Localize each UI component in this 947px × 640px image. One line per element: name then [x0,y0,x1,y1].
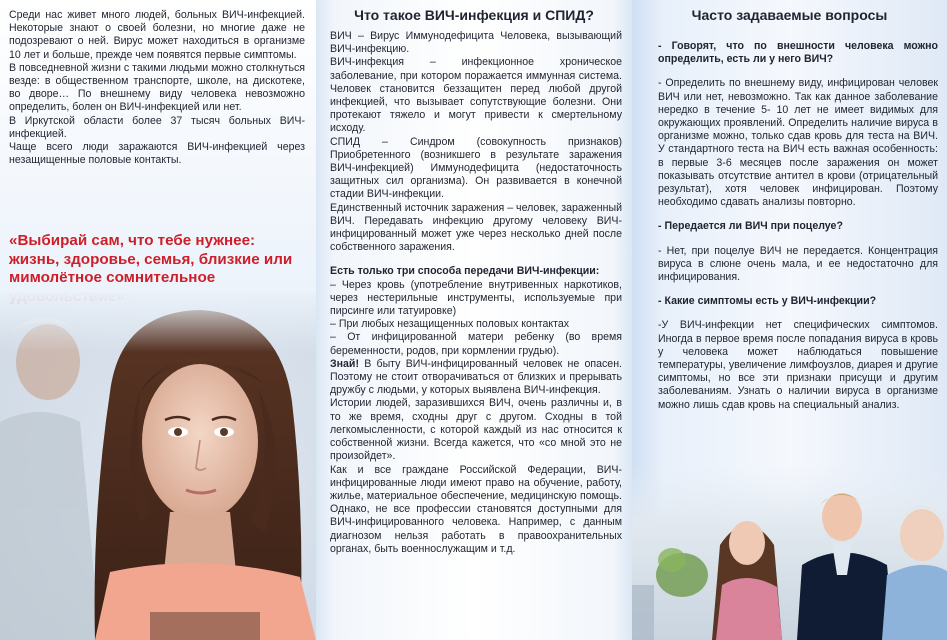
transmission-title: Есть только три способа передачи ВИЧ-инфекции: [330,265,600,278]
girl-photo [0,292,316,640]
slogan-quote: «Выбирай сам, что тебе нужнее: жизнь, здоровье, семья, близкие или мимолётное сомнительное [9,232,293,286]
middle-panel [316,0,632,640]
stories-paragraph: Истории людей, заразившихся ВИЧ, очень различны и, в то же время, сходны друг с другом. Сходны в той легкомысленности, с которой каждый из нас относится к собственной жизни. Всегда кажется, что «со мной это не произойдет». [330,397,622,463]
know-text: В быту ВИЧ-инфицированный человек не опасен. Поэтому не стоит отворачиваться от близких и прерывать дружбу с людьми, у которых выявлена ВИЧ-инфекция. [330,357,622,397]
intro-paragraph: В повседневной жизни с такими людьми можно столкнуться везде: в общественном транспорте, школе, на дискотеке, во дворе… По внешнему виду человека невозможно определить, болен он ВИЧ-инфекцией или нет. [9,61,306,114]
faq-answer: - Определить по внешнему виду, инфицирован человек ВИЧ или нет, невозможно. Так как данное заболевание нередко в течение 5- 10 лет не имеет видимых для окружающих проявлений. Определить наличие вируса в организме можно, только сдав кровь для теста на ВИЧ. У стандартного теста на ВИЧ есть важная особенность: в первые 3-6 месяцев после заражения он может показывать отсутствие антител в крови (отрицательный результат), хотя человек инфицирован. Поэтому необходимо сдавать анализы повторно. [658,77,938,209]
faq-answer: -У ВИЧ-инфекции нет специфических симптомов. Иногда в первое время после попадания вируса в кровь у человека может наблюдаться повышение температуры, увеличение лимфоузлов, диарея и другие симптомы, но все эти признаки присущи и другим заболеваниям. Узнать о наличии вируса в организме можно лишь сдав кровь на специальный анализ. [658,319,938,411]
definition-aids: СПИД – Синдром (совокупность признаков) Приобретенного (возникшего в результате заражения ВИЧ-инфекцией) Иммунодефицита (недостаточность защитных сил организма). Он развивается в конечной стадии ВИЧ-инфекции. [330,135,622,201]
definition-hiv-infection: ВИЧ-инфекция – инфекционное хроническое заболевание, при котором поражается иммунная система. Человек становится беззащитен перед любой другой инфекцией, что вызывает сопутствующие болезни. Они протекают тяжело и могут привести к смертельному исходу. [330,56,622,135]
left-panel [0,0,316,640]
definition-hiv: ВИЧ – Вирус Иммунодефицита Человека, вызывающий ВИЧ-инфекцию. [330,30,622,56]
faq-answer: - Нет, при поцелуе ВИЧ не передается. Концентрация вируса в слюне очень мала, и ее недостаточно для инфицирования. [658,244,938,284]
intro-paragraph: В Иркутской области более 37 тысяч больных ВИЧ-инфекцией. [9,114,305,140]
faq-question: - Какие симптомы есть у ВИЧ-инфекции? [658,295,877,308]
faq-question: - Говорят, что по внешности человека можно определить, есть ли у него ВИЧ? [658,40,938,66]
faq-title: Часто задаваемые вопросы [691,7,888,23]
faq-question: - Передается ли ВИЧ при поцелуе? [658,220,843,233]
transmission-way: – Через кровь (употребление внутривенных наркотиков, через нестерильные инструменты, используемые при пирсинге или татуировке) [330,278,622,318]
intro-paragraph: Чаще всего люди заражаются ВИЧ-инфекцией через незащищенные половые контакты. [9,141,305,167]
hiv-info-text [330,30,622,556]
group-photo [632,465,947,640]
transmission-way: – При любых незащищенных половых контактах [330,318,570,331]
man-silhouette [0,318,100,640]
transmission-way: – От инфицированной матери ребенку (во время беременности, родов, при кормлении грудью). [330,331,622,357]
know-label: Знай! [330,357,359,370]
right-panel [632,0,947,640]
intro-paragraph: Среди нас живет много людей, больных ВИЧ-инфекцией. Некоторые знают о своей болезни, но многие даже не подозревают о ней. Вирус может находиться в организме 10 лет и больше, прежде чем появятся первые симптомы. [9,9,305,61]
rights-paragraph: Как и все граждане Российской Федерации, ВИЧ-инфицированные люди имеют право на обучение, работу, жилье, материальное обеспечение, медицинскую помощь. Однако, не все профессии становятся доступными для ВИЧ-инфицированного человека. Например, с данным диагнозом нельзя работать в правоохранительных органах, быть военнослужащим и т.д. [330,463,622,555]
faq-text [658,40,938,412]
know-paragraph [330,358,622,398]
intro-text [9,9,305,167]
infection-source: Единственный источник заражения – человек, зараженный ВИЧ. Передавать инфекцию другому человеку ВИЧ-инфицированный может уже через несколько дней после собственного заражения. [330,201,622,254]
section-title: Что такое ВИЧ-инфекция и СПИД? [354,7,594,23]
